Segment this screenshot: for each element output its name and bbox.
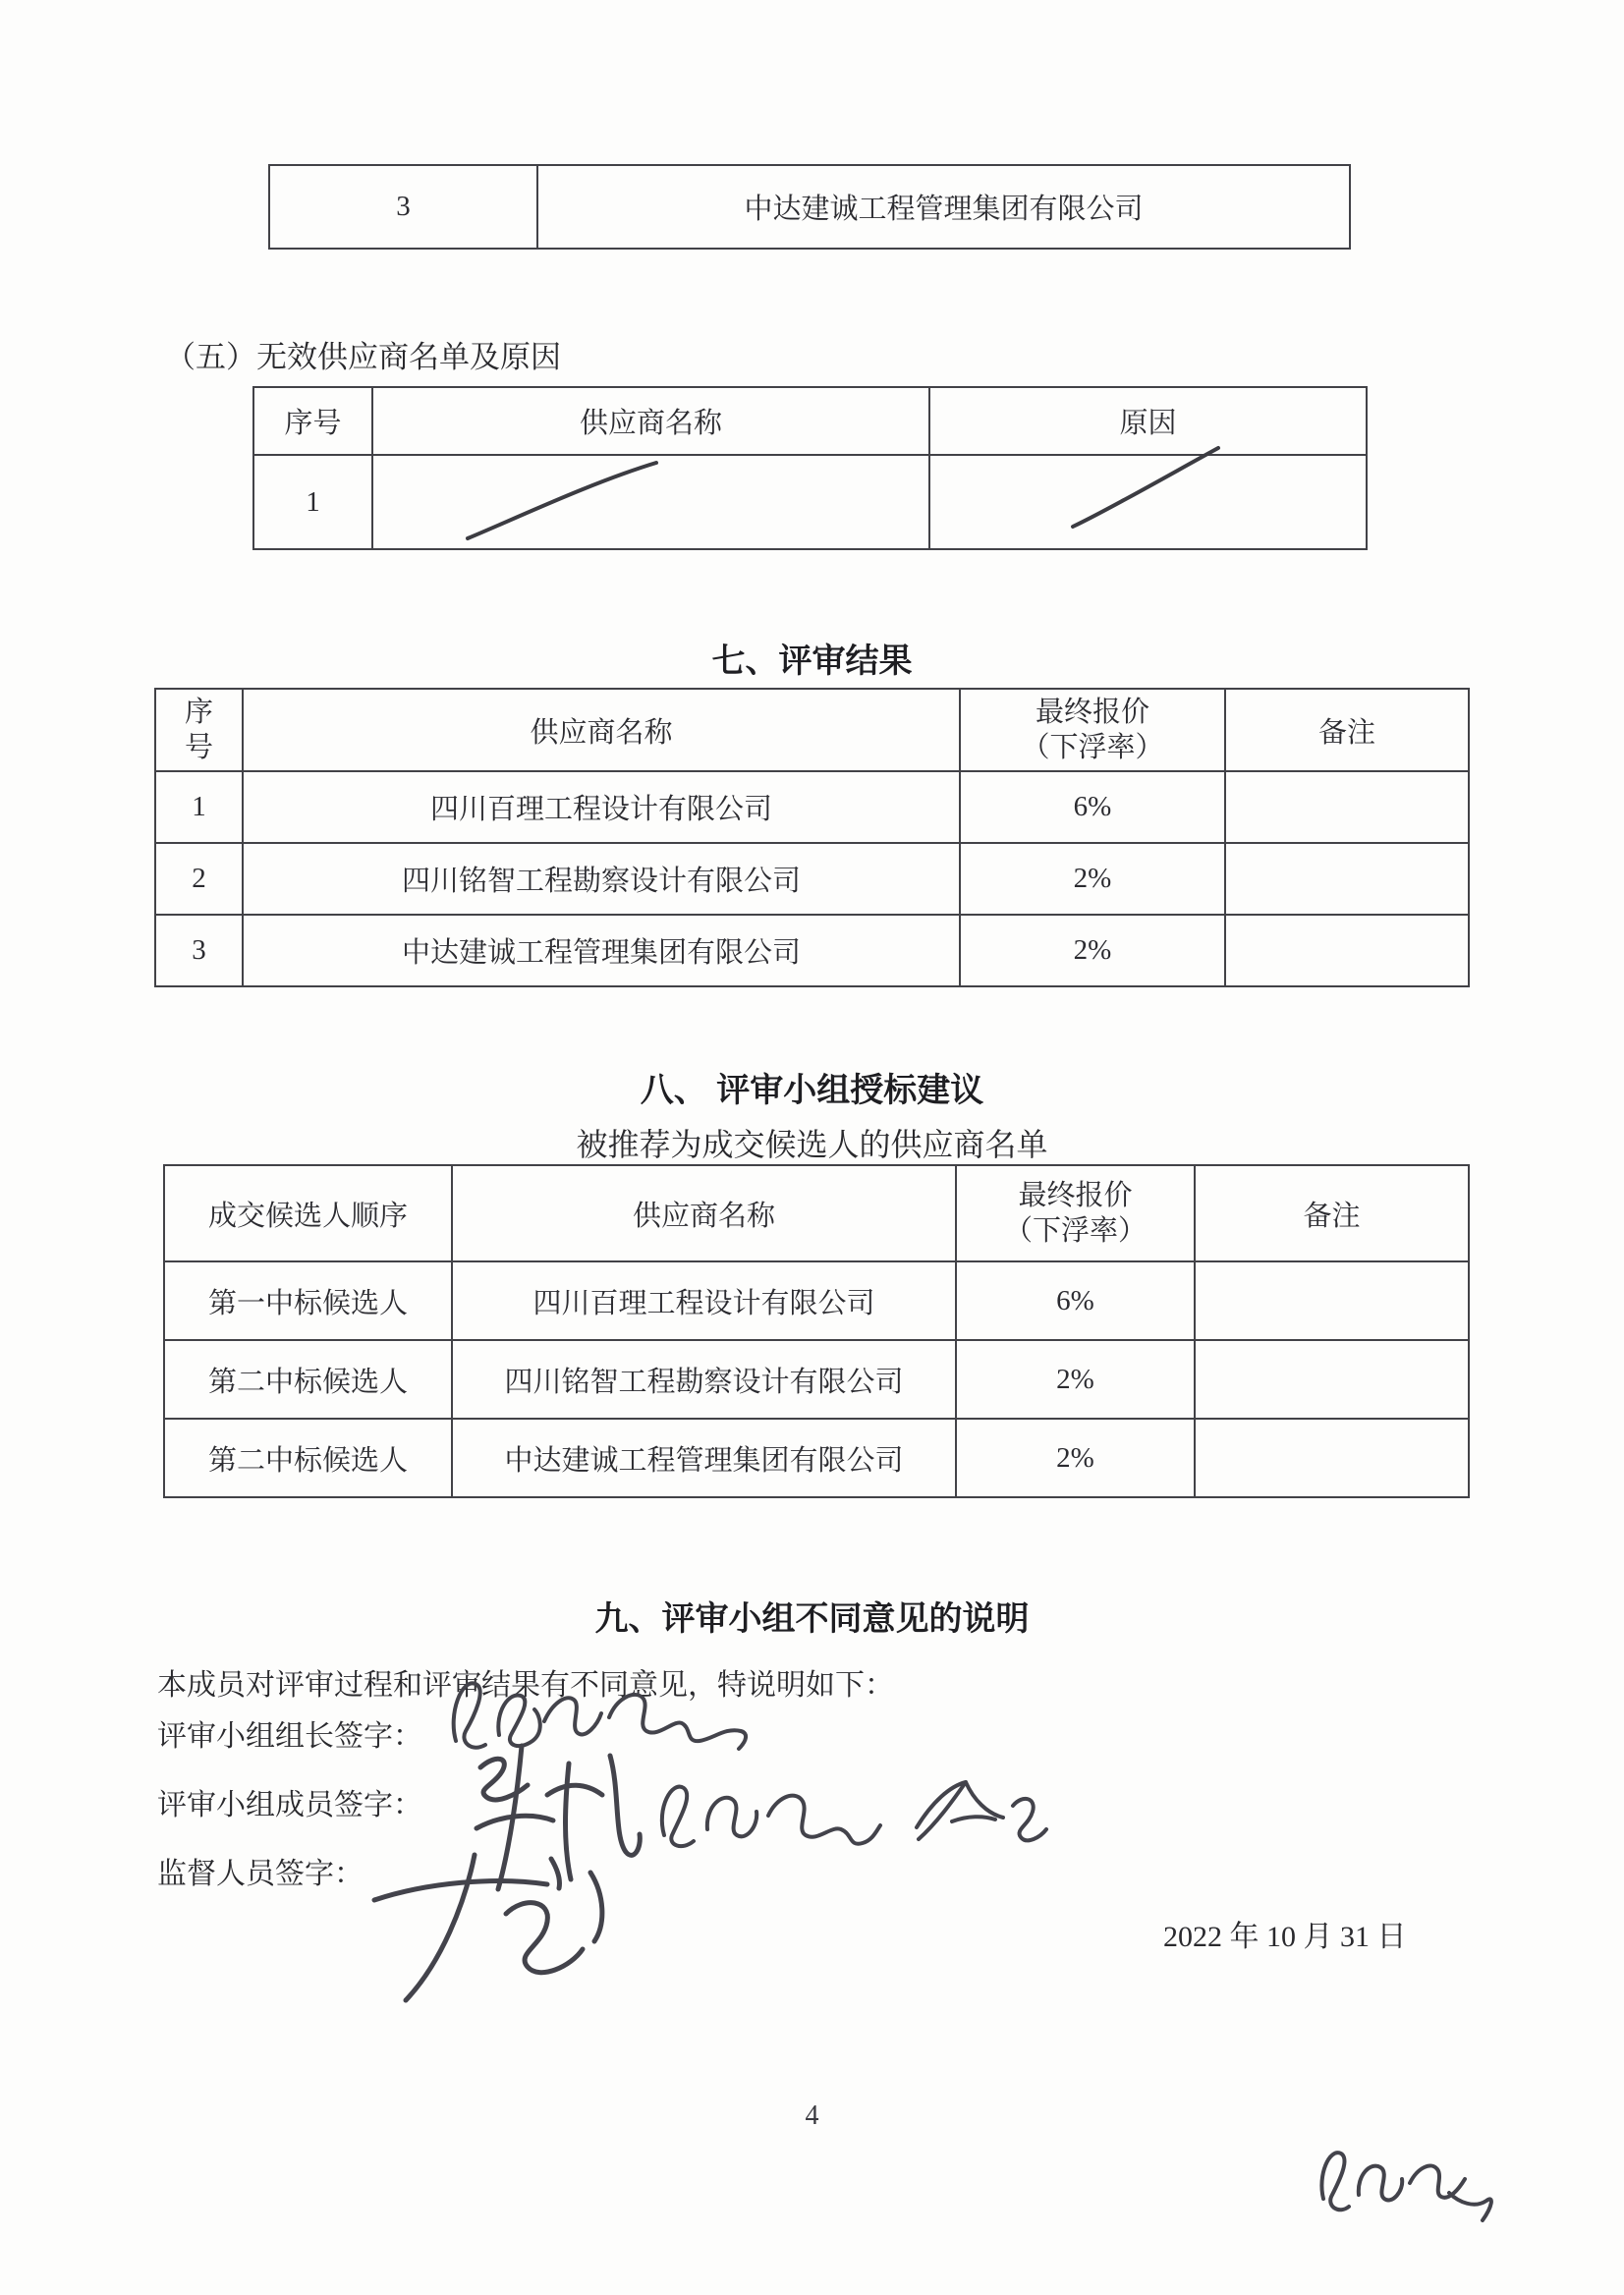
cell-price: 2%: [956, 1419, 1195, 1497]
header-final-price: 最终报价 （下浮率）: [960, 689, 1225, 771]
header-reason: 原因: [929, 387, 1367, 455]
cell-candidate-order: 第二中标候选人: [164, 1340, 452, 1419]
table-row: [155, 771, 1469, 843]
member-signature-2: [648, 1757, 884, 1870]
table-header-row: [155, 689, 1469, 771]
cell-candidate-order: 第二中标候选人: [164, 1419, 452, 1497]
table-row: [269, 165, 1350, 249]
corner-signature: [1312, 2130, 1498, 2228]
cell-seq: 1: [253, 455, 372, 549]
cell-supplier: 中达建诚工程管理集团有限公司: [537, 165, 1350, 249]
section5-heading: （五）无效供应商名单及原因: [165, 340, 561, 374]
page-number: 4: [805, 2100, 819, 2131]
header-supplier: 供应商名称: [372, 387, 929, 455]
table-row: [164, 1419, 1469, 1497]
cell-supplier: 中达建诚工程管理集团有限公司: [452, 1419, 956, 1497]
cell-price: 6%: [956, 1261, 1195, 1340]
award-candidates-table: [163, 1164, 1470, 1498]
table-row: [155, 843, 1469, 915]
cell-price: 2%: [956, 1340, 1195, 1419]
cell-seq: 1: [155, 771, 243, 843]
cell-note: [1195, 1340, 1469, 1419]
section9-heading: 九、评审小组不同意见的说明: [594, 1600, 1030, 1638]
table-row: [164, 1340, 1469, 1419]
cell-supplier: 四川铭智工程勘察设计有限公司: [243, 843, 960, 915]
cell-supplier: 四川百理工程设计有限公司: [243, 771, 960, 843]
cell-supplier: 四川铭智工程勘察设计有限公司: [452, 1340, 956, 1419]
section8-subtitle: 被推荐为成交候选人的供应商名单: [576, 1127, 1048, 1162]
members-signature-label: 评审小组成员签字：: [157, 1789, 422, 1821]
section7-heading: 七、评审结果: [711, 643, 913, 680]
header-seq: 序 号: [155, 689, 243, 771]
slash-mark: [1067, 442, 1224, 531]
table-header-row: [164, 1165, 1469, 1261]
header-supplier: 供应商名称: [452, 1165, 956, 1261]
leader-signature-label: 评审小组组长签字：: [157, 1720, 422, 1753]
table-row: [164, 1261, 1469, 1340]
cell-seq: 3: [269, 165, 537, 249]
cell-supplier: 四川百理工程设计有限公司: [452, 1261, 956, 1340]
header-supplier: 供应商名称: [243, 689, 960, 771]
header-final-price: 最终报价 （下浮率）: [956, 1165, 1195, 1261]
dissent-statement: 本成员对评审过程和评审结果有不同意见，特说明如下：: [157, 1669, 894, 1702]
cell-seq: 3: [155, 915, 243, 986]
cell-note: [1195, 1261, 1469, 1340]
cell-supplier: 中达建诚工程管理集团有限公司: [243, 915, 960, 986]
cell-note: [1225, 915, 1469, 986]
slash-mark: [464, 459, 660, 542]
header-note: 备注: [1195, 1165, 1469, 1261]
header-candidate-order: 成交候选人顺序: [164, 1165, 452, 1261]
member-signature-3: [889, 1766, 1056, 1860]
table-row: [155, 915, 1469, 986]
carryover-supplier-table: [268, 164, 1351, 250]
cell-price: 2%: [960, 915, 1225, 986]
document-date: 2022 年 10 月 31 日: [1163, 1921, 1407, 1953]
cell-note: [1225, 771, 1469, 843]
header-seq: 序号: [253, 387, 372, 455]
cell-note: [1225, 843, 1469, 915]
section8-heading: 八、 评审小组授标建议: [640, 1072, 984, 1109]
cell-note: [1195, 1419, 1469, 1497]
cell-price: 6%: [960, 771, 1225, 843]
cell-price: 2%: [960, 843, 1225, 915]
cell-candidate-order: 第一中标候选人: [164, 1261, 452, 1340]
review-result-table: [154, 688, 1470, 987]
supervisor-signature: [359, 1839, 653, 2006]
cell-seq: 2: [155, 843, 243, 915]
supervisor-signature-label: 监督人员签字：: [157, 1858, 364, 1890]
header-note: 备注: [1225, 689, 1469, 771]
